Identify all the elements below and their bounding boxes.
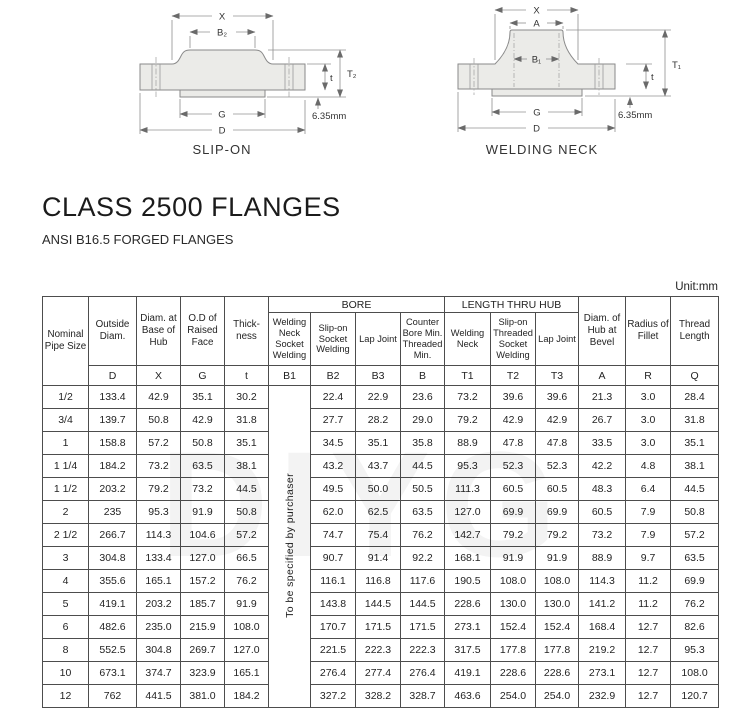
cell-value: 76.2	[401, 524, 445, 547]
cell-value: 222.3	[401, 639, 445, 662]
cell-value: 108.0	[671, 662, 719, 685]
cell-value: 552.5	[89, 639, 137, 662]
cell-value: 95.3	[671, 639, 719, 662]
cell-value: 235	[89, 501, 137, 524]
cell-value: 232.9	[579, 685, 626, 708]
cell-value: 69.9	[536, 501, 579, 524]
cell-value: 7.9	[626, 501, 671, 524]
cell-value: 144.5	[401, 593, 445, 616]
cell-value: 42.9	[181, 409, 225, 432]
header-group-length-thru-hub: LENGTH THRU HUB	[445, 297, 579, 313]
header-thickness: Thick-ness	[225, 297, 269, 366]
cell-value: 63.5	[401, 501, 445, 524]
header-bore-b: Counter Bore Min. Threaded Min.	[401, 313, 445, 366]
welding-neck-label: WELDING NECK	[485, 142, 599, 157]
cell-nominal-size: 2 1/2	[43, 524, 89, 547]
slip-on-body-outline	[140, 50, 305, 97]
table-row	[43, 409, 719, 432]
cell-value: 50.5	[401, 478, 445, 501]
cell-value: 88.9	[579, 547, 626, 570]
cell-value: 127.0	[225, 639, 269, 662]
cell-value: 26.7	[579, 409, 626, 432]
cell-value: 269.7	[181, 639, 225, 662]
dim-label-b1: B₁	[531, 54, 542, 66]
table-row	[43, 593, 719, 616]
cell-value: 12.7	[626, 639, 671, 662]
cell-value: 28.4	[671, 386, 719, 409]
header-radius-of-fillet: Radius of Fillet	[626, 297, 671, 366]
dim-label-d: D	[533, 123, 540, 135]
cell-value: 91.9	[181, 501, 225, 524]
cell-value: 22.4	[311, 386, 356, 409]
cell-value: 73.2	[181, 478, 225, 501]
cell-value: 177.8	[536, 639, 579, 662]
cell-nominal-size: 6	[43, 616, 89, 639]
cell-nominal-size: 3	[43, 547, 89, 570]
header-length-t3: Lap Joint	[536, 313, 579, 366]
cell-value: 328.2	[356, 685, 401, 708]
dim-label-x: X	[533, 5, 540, 17]
cell-value: 228.6	[536, 662, 579, 685]
cell-nominal-size: 2	[43, 501, 89, 524]
cell-value: 190.5	[445, 570, 491, 593]
cell-value: 11.2	[626, 593, 671, 616]
table-row	[43, 455, 719, 478]
cell-value: 108.0	[536, 570, 579, 593]
dim-label-t2: T₂	[347, 69, 357, 80]
cell-value: 39.6	[536, 386, 579, 409]
cell-value: 9.7	[626, 547, 671, 570]
cell-value: 38.1	[671, 455, 719, 478]
cell-value: 35.1	[671, 432, 719, 455]
cell-value: 91.9	[491, 547, 536, 570]
dim-label-d: D	[218, 125, 226, 137]
cell-value: 254.0	[536, 685, 579, 708]
cell-value: 12.7	[626, 685, 671, 708]
cell-value: 27.7	[311, 409, 356, 432]
cell-value: 79.2	[491, 524, 536, 547]
cell-value: 95.3	[137, 501, 181, 524]
cell-value: 130.0	[536, 593, 579, 616]
column-letter-R: R	[626, 366, 671, 386]
page-subtitle: ANSI B16.5 FORGED FLANGES	[42, 232, 234, 247]
column-letter-B3: B3	[356, 366, 401, 386]
header-nominal-pipe-size: Nominal Pipe Size	[43, 297, 89, 386]
cell-value: 130.0	[491, 593, 536, 616]
cell-value: 6.4	[626, 478, 671, 501]
cell-value: 73.2	[137, 455, 181, 478]
cell-value: 76.2	[671, 593, 719, 616]
header-hub-base-diam: Diam. at Base of Hub	[137, 297, 181, 366]
cell-value: 235.0	[137, 616, 181, 639]
column-letter-B1: B1	[269, 366, 311, 386]
cell-value: 120.7	[671, 685, 719, 708]
cell-value: 276.4	[311, 662, 356, 685]
cell-value: 4.8	[626, 455, 671, 478]
cell-value: 60.5	[579, 501, 626, 524]
header-outside-diam: Outside Diam.	[89, 297, 137, 366]
cell-value: 171.5	[356, 616, 401, 639]
cell-value: 222.3	[356, 639, 401, 662]
cell-value: 185.7	[181, 593, 225, 616]
cell-value: 47.8	[536, 432, 579, 455]
cell-value: 158.8	[89, 432, 137, 455]
cell-value: 254.0	[491, 685, 536, 708]
cell-value: 12.7	[626, 662, 671, 685]
cell-value: 31.8	[225, 409, 269, 432]
cell-nominal-size: 1	[43, 432, 89, 455]
cell-value: 152.4	[536, 616, 579, 639]
cell-value: 23.6	[401, 386, 445, 409]
dim-label-a: A	[533, 18, 540, 30]
cell-value: 50.0	[356, 478, 401, 501]
cell-value: 29.0	[401, 409, 445, 432]
page-title: CLASS 2500 FLANGES	[42, 192, 341, 222]
cell-value: 35.1	[181, 386, 225, 409]
cell-value: 144.5	[356, 593, 401, 616]
header-bore-b2: Slip-on Socket Welding	[311, 313, 356, 366]
cell-value: 42.9	[491, 409, 536, 432]
cell-value: 203.2	[137, 593, 181, 616]
cell-value: 49.5	[311, 478, 356, 501]
cell-value: 165.1	[225, 662, 269, 685]
cell-value: 114.3	[137, 524, 181, 547]
cell-value: 12.7	[626, 616, 671, 639]
cell-value: 22.9	[356, 386, 401, 409]
cell-value: 139.7	[89, 409, 137, 432]
cell-value: 47.8	[491, 432, 536, 455]
cell-value: 42.9	[536, 409, 579, 432]
column-letter-A: A	[579, 366, 626, 386]
cell-value: 323.9	[181, 662, 225, 685]
cell-value: 419.1	[89, 593, 137, 616]
cell-value: 31.8	[671, 409, 719, 432]
cell-value: 266.7	[89, 524, 137, 547]
cell-value: 62.5	[356, 501, 401, 524]
cell-value: 673.1	[89, 662, 137, 685]
cell-value: 328.7	[401, 685, 445, 708]
cell-value: 48.3	[579, 478, 626, 501]
column-letter-T3: T3	[536, 366, 579, 386]
cell-value: 168.4	[579, 616, 626, 639]
cell-value: 69.9	[491, 501, 536, 524]
column-letter-B: B	[401, 366, 445, 386]
cell-value: 42.2	[579, 455, 626, 478]
cell-value: 73.2	[579, 524, 626, 547]
cell-value: 50.8	[225, 501, 269, 524]
cell-value: 419.1	[445, 662, 491, 685]
cell-value: 43.7	[356, 455, 401, 478]
column-letter-X: X	[137, 366, 181, 386]
cell-value: 127.0	[445, 501, 491, 524]
cell-value: 184.2	[89, 455, 137, 478]
cell-value: 117.6	[401, 570, 445, 593]
dim-label-g: G	[218, 109, 226, 121]
cell-value: 203.2	[89, 478, 137, 501]
cell-value: 215.9	[181, 616, 225, 639]
cell-value: 108.0	[491, 570, 536, 593]
cell-value: 30.2	[225, 386, 269, 409]
cell-value: 75.4	[356, 524, 401, 547]
cell-value: 304.8	[89, 547, 137, 570]
cell-value: 63.5	[181, 455, 225, 478]
cell-value: 273.1	[445, 616, 491, 639]
dim-label-t: t	[330, 73, 333, 84]
unit-label: Unit:mm	[675, 281, 718, 293]
cell-value: 11.2	[626, 570, 671, 593]
cell-value: 60.5	[536, 478, 579, 501]
cell-value: 142.7	[445, 524, 491, 547]
cell-value: 50.8	[137, 409, 181, 432]
cell-value: 463.6	[445, 685, 491, 708]
cell-value: 44.5	[401, 455, 445, 478]
cell-value: 273.1	[579, 662, 626, 685]
cell-value: 35.1	[225, 432, 269, 455]
cell-value: 184.2	[225, 685, 269, 708]
cell-value: 79.2	[445, 409, 491, 432]
cell-nominal-size: 10	[43, 662, 89, 685]
header-thread-length: Thread Length	[671, 297, 719, 366]
cell-value: 221.5	[311, 639, 356, 662]
cell-value: 91.9	[536, 547, 579, 570]
cell-value: 35.1	[356, 432, 401, 455]
cell-value: 165.1	[137, 570, 181, 593]
cell-value: 219.2	[579, 639, 626, 662]
column-letter-T1: T1	[445, 366, 491, 386]
cell-value: 374.7	[137, 662, 181, 685]
cell-value: 60.5	[491, 478, 536, 501]
cell-nominal-size: 8	[43, 639, 89, 662]
cell-value: 42.9	[137, 386, 181, 409]
column-letter-t: t	[225, 366, 269, 386]
cell-value: 3.0	[626, 386, 671, 409]
header-hub-at-bevel: Diam. of Hub at Bevel	[579, 297, 626, 366]
cell-value: 52.3	[491, 455, 536, 478]
header-length-t1: Welding Neck	[445, 313, 491, 366]
cell-value: 62.0	[311, 501, 356, 524]
dim-note-635: 6.35mm	[312, 111, 347, 122]
cell-value: 7.9	[626, 524, 671, 547]
cell-value: 34.5	[311, 432, 356, 455]
cell-value: 116.8	[356, 570, 401, 593]
b1-note-text: To be specified by purchaser	[283, 472, 296, 618]
cell-value: 92.2	[401, 547, 445, 570]
cell-value: 170.7	[311, 616, 356, 639]
table-row	[43, 524, 719, 547]
slip-on-diagram	[40, 2, 370, 164]
column-letter-D: D	[89, 366, 137, 386]
cell-value: 133.4	[89, 386, 137, 409]
cell-nominal-size: 1/2	[43, 386, 89, 409]
dim-label-t1: T₁	[672, 60, 682, 71]
cell-value: 57.2	[671, 524, 719, 547]
dim-label-g: G	[533, 107, 541, 119]
cell-value: 111.3	[445, 478, 491, 501]
cell-nominal-size: 1 1/4	[43, 455, 89, 478]
cell-value: 177.8	[491, 639, 536, 662]
title-block	[42, 192, 341, 247]
cell-value: 39.6	[491, 386, 536, 409]
header-group-bore: BORE	[269, 297, 445, 313]
cell-value: 82.6	[671, 616, 719, 639]
cell-value: 74.7	[311, 524, 356, 547]
cell-value: 381.0	[181, 685, 225, 708]
cell-value: 79.2	[536, 524, 579, 547]
cell-value: 28.2	[356, 409, 401, 432]
cell-value: 141.2	[579, 593, 626, 616]
header-length-t2: Slip-on Threaded Socket Welding	[491, 313, 536, 366]
header-bore-b3: Lap Joint	[356, 313, 401, 366]
cell-value: 76.2	[225, 570, 269, 593]
cell-value: 762	[89, 685, 137, 708]
cell-nominal-size: 3/4	[43, 409, 89, 432]
cell-value: 171.5	[401, 616, 445, 639]
cell-value: 91.4	[356, 547, 401, 570]
column-letter-Q: Q	[671, 366, 719, 386]
slip-on-label: SLIP-ON	[192, 142, 252, 157]
cell-value: 95.3	[445, 455, 491, 478]
cell-nominal-size: 12	[43, 685, 89, 708]
cell-value: 327.2	[311, 685, 356, 708]
table-row	[43, 547, 719, 570]
cell-value: 127.0	[181, 547, 225, 570]
cell-value: 276.4	[401, 662, 445, 685]
dim-note-635: 6.35mm	[618, 110, 653, 121]
cell-nominal-size: 4	[43, 570, 89, 593]
dim-label-x: X	[218, 11, 226, 23]
table-row	[43, 685, 719, 708]
cell-value: 57.2	[137, 432, 181, 455]
cell-value: 33.5	[579, 432, 626, 455]
table-row	[43, 570, 719, 593]
cell-value: 228.6	[491, 662, 536, 685]
cell-value: 79.2	[137, 478, 181, 501]
cell-value: 43.2	[311, 455, 356, 478]
cell-value: 277.4	[356, 662, 401, 685]
cell-value: 116.1	[311, 570, 356, 593]
cell-value: 482.6	[89, 616, 137, 639]
cell-value: 152.4	[491, 616, 536, 639]
dim-label-b2: B₂	[216, 27, 228, 39]
welding-neck-diagram	[430, 2, 730, 164]
cell-nominal-size: 5	[43, 593, 89, 616]
cell-value: 38.1	[225, 455, 269, 478]
cell-value: 91.9	[225, 593, 269, 616]
flange-spec-table	[42, 296, 719, 708]
cell-value: 90.7	[311, 547, 356, 570]
cell-value: 44.5	[671, 478, 719, 501]
cell-value: 21.3	[579, 386, 626, 409]
cell-value: 50.8	[671, 501, 719, 524]
cell-nominal-size: 1 1/2	[43, 478, 89, 501]
cell-value: 73.2	[445, 386, 491, 409]
cell-value: 63.5	[671, 547, 719, 570]
header-od-raised-face: O.D of Raised Face	[181, 297, 225, 366]
header-bore-b1: Welding Neck Socket Welding	[269, 313, 311, 366]
cell-value: 355.6	[89, 570, 137, 593]
table-row	[43, 432, 719, 455]
cell-value: 69.9	[671, 570, 719, 593]
cell-value: 88.9	[445, 432, 491, 455]
cell-value: 44.5	[225, 478, 269, 501]
table-row	[43, 662, 719, 685]
cell-value: 3.0	[626, 432, 671, 455]
dim-label-t: t	[651, 72, 654, 83]
table-row	[43, 616, 719, 639]
table-row	[43, 386, 719, 409]
column-letter-G: G	[181, 366, 225, 386]
column-letter-B2: B2	[311, 366, 356, 386]
b1-note-cell	[269, 386, 311, 708]
cell-value: 114.3	[579, 570, 626, 593]
cell-value: 35.8	[401, 432, 445, 455]
cell-value: 304.8	[137, 639, 181, 662]
table-row	[43, 478, 719, 501]
column-letter-T2: T2	[491, 366, 536, 386]
cell-value: 3.0	[626, 409, 671, 432]
cell-value: 441.5	[137, 685, 181, 708]
cell-value: 66.5	[225, 547, 269, 570]
cell-value: 57.2	[225, 524, 269, 547]
cell-value: 157.2	[181, 570, 225, 593]
cell-value: 228.6	[445, 593, 491, 616]
cell-value: 168.1	[445, 547, 491, 570]
cell-value: 133.4	[137, 547, 181, 570]
cell-value: 317.5	[445, 639, 491, 662]
cell-value: 143.8	[311, 593, 356, 616]
cell-value: 104.6	[181, 524, 225, 547]
table-row	[43, 639, 719, 662]
table-row	[43, 501, 719, 524]
cell-value: 50.8	[181, 432, 225, 455]
cell-value: 108.0	[225, 616, 269, 639]
cell-value: 52.3	[536, 455, 579, 478]
